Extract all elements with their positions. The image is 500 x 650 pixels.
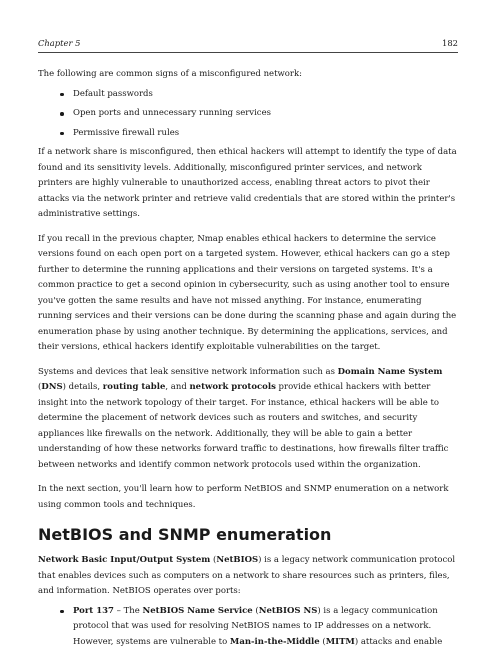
running-header xyxy=(38,38,458,53)
network-share-paragraph: If a network share is misconfigured, then ethical hackers will attempt to identify the type of data found and its sensitivity levels. Additionally, misconfigured printer services, and network printers are highly vulnerable to unauthorized access, enabling threat actors to pivot their attacks via the network printer and retrieve valid credentials that are stored within the printer's administrative settings. xyxy=(38,145,458,223)
next-section-paragraph: In the next section, you'll learn how to perform NetBIOS and SNMP enumeration on a network using common tools and techniques. xyxy=(38,482,458,513)
netbios-ports-list xyxy=(38,604,458,650)
term-dns-full: Domain Name System xyxy=(338,367,443,377)
text-run: provide ethical hackers with better insight into the network topology of their target. For instance, ethical hackers will be able to determine the placement of network devices such as routers and switches, and security appliances like firewalls on the network. Additionally, they will be able to gain a better understanding of how these networks forward traffic to destinations, how firewalls filter traffic between networks and identify common network protocols used within the organization. xyxy=(38,382,448,470)
text-run: ) is a legacy communication protocol that was used for resolving NetBIOS names to IP addresses on a network. However, systems are vulnerable to xyxy=(73,606,438,647)
text-run: ( xyxy=(253,606,259,616)
term-network-protocols: network protocols xyxy=(189,382,275,392)
misconfiguration-signs-list xyxy=(38,87,458,142)
text-run: , and xyxy=(165,382,189,392)
term-netbios-name-service: NetBIOS Name Service xyxy=(142,606,252,616)
page-number: 182 xyxy=(442,38,458,48)
term-mitm: MITM xyxy=(326,637,355,647)
list-item-port-137 xyxy=(60,604,458,650)
chapter-label: Chapter 5 xyxy=(38,38,80,48)
list-item: Open ports and unnecessary running services xyxy=(60,106,458,122)
text-run: – The xyxy=(114,606,143,616)
nmap-paragraph: If you recall in the previous chapter, Nmap enables ethical hackers to determine the service versions found on each open port on a targeted system. However, ethical hackers can go a step further to determine the running applications and their versions on targeted systems. It's a common practice to get a second opinion in cybersecurity, such as using another tool to ensure you've gotten the same results and have not missed anything. For instance, enumerating running services and their versions can be done during the scanning phase and again during the enumeration phase by using another technique. By determining the applications, services, and their versions, ethical hackers identify exploitable vulnerabilities on the target. xyxy=(38,232,458,356)
network-leak-paragraph xyxy=(38,365,458,474)
term-routing-table: routing table xyxy=(103,382,166,392)
term-port-137: Port 137 xyxy=(73,606,114,616)
list-item: Default passwords xyxy=(60,87,458,103)
list-item: Permissive firewall rules xyxy=(60,126,458,142)
text-run: Systems and devices that leak sensitive network information such as xyxy=(38,367,338,377)
term-mitm-full: Man-in-the-Middle xyxy=(230,637,320,647)
netbios-paragraph xyxy=(38,553,458,600)
text-run: ( xyxy=(320,637,326,647)
term-netbios-full: Network Basic Input/Output System xyxy=(38,555,210,565)
term-netbios: NetBIOS xyxy=(216,555,258,565)
section-heading: NetBIOS and SNMP enumeration xyxy=(38,522,458,548)
term-dns: DNS xyxy=(41,382,62,392)
text-run: ) attacks and enable xyxy=(355,637,442,647)
intro-paragraph: The following are common signs of a misconfigured network: xyxy=(38,67,458,83)
text-run: ) is a legacy network communication protocol that enables devices such as computers on a network to share resources such as printers, files, and information. NetBIOS operates over ports: xyxy=(38,555,455,596)
term-netbios-ns: NetBIOS NS xyxy=(259,606,318,616)
text-run: ( xyxy=(38,382,41,392)
text-run: ) details, xyxy=(63,382,103,392)
text-run: ( xyxy=(210,555,216,565)
